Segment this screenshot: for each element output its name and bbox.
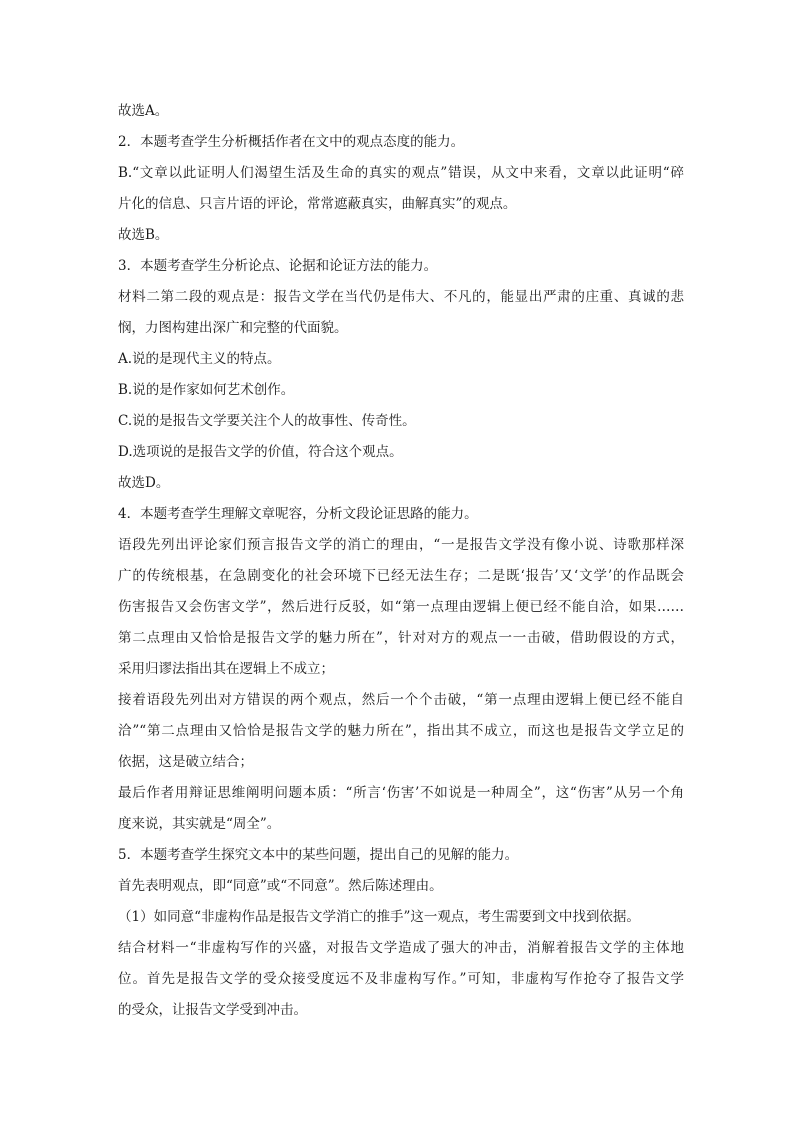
text-line: 结合材料一“非虚构写作的兴盛，对报告文学造成了强大的冲击，消解着报告文学的主体地 xyxy=(118,940,684,956)
option-line: A.说的是现代主义的特点。 xyxy=(118,351,281,367)
text-line: 依据，这是破立结合； xyxy=(118,754,253,770)
text-line: 故选B。 xyxy=(118,227,169,243)
text-line: 悯，力图构建出深广和完整的代面貌。 xyxy=(118,320,348,336)
text-line: 广的传统根基，在急剧变化的社会环境下已经无法生存；二是既‘报告’又‘文学’的作品既会 xyxy=(118,568,684,584)
text-line: 材料二第二段的观点是：报告文学在当代仍是伟大、不凡的，能显出严肃的庄重、真诚的悲 xyxy=(118,289,684,305)
question-heading: 2．本题考查学生分析概括作者在文中的观点态度的能力。 xyxy=(118,134,465,150)
text-line: 语段先列出评论家们预言报告文学的消亡的理由，“一是报告文学没有像小说、诗歌那样深 xyxy=(118,537,684,553)
option-line: C.说的是报告文学要关注个人的故事性、传奇性。 xyxy=(118,413,416,429)
text-line: 采用归谬法指出其在逻辑上不成立； xyxy=(118,661,334,677)
text-line: B.“文章以此证明人们渴望生活及生命的真实的观点”错误，从文中来看，文章以此证明“碎 xyxy=(118,165,684,181)
text-line: 故选D。 xyxy=(118,475,170,491)
question-heading: 3．本题考查学生分析论点、论据和论证方法的能力。 xyxy=(118,258,438,274)
text-line: 最后作者用辩证思维阐明问题本质：“所言‘伤害’不如说是一种周全”，这“伤害”从另一个角 xyxy=(118,785,684,801)
text-line: 洽”“第二点理由又恰恰是报告文学的魅力所在”，指出其不成立，而这也是报告文学立足的 xyxy=(118,723,684,739)
text-line: 片化的信息、只言片语的评论，常常遮蔽真实，曲解真实”的观点。 xyxy=(118,196,517,212)
text-line: 第二点理由又恰恰是报告文学的魅力所在”，针对对方的观点一一击破，借助假设的方式， xyxy=(118,630,684,646)
text-line: 故选A。 xyxy=(118,103,169,119)
option-line: D.选项说的是报告文学的价值，符合这个观点。 xyxy=(118,444,403,460)
text-line: 首先表明观点，即“同意”或“不同意”。然后陈述理由。 xyxy=(118,878,443,894)
text-line: 的受众，让报告文学受到冲击。 xyxy=(118,1002,307,1018)
text-line: （1）如同意“非虚构作品是报告文学消亡的推手”这一观点，考生需要到文中找到依据。 xyxy=(118,909,640,925)
text-line: 伤害报告又会伤害文学”，然后进行反驳，如“第一点理由逻辑上便已经不能自洽，如果…… xyxy=(118,599,684,615)
question-heading: 5．本题考查学生探究文本中的某些问题，提出自己的见解的能力。 xyxy=(118,847,519,863)
option-line: B.说的是作家如何艺术创作。 xyxy=(118,382,295,398)
document-body xyxy=(118,96,684,1026)
text-line: 接着语段先列出对方错误的两个观点，然后一个个击破，“第一点理由逻辑上便已经不能自 xyxy=(118,692,684,708)
question-heading: 4．本题考查学生理解文章呢容，分析文段论证思路的能力。 xyxy=(118,506,478,522)
text-line: 位。首先是报告文学的受众接受度远不及非虚构写作。”可知，非虚构写作抢夺了报告文学 xyxy=(118,971,684,987)
text-line: 度来说，其实就是“周全”。 xyxy=(118,816,281,832)
